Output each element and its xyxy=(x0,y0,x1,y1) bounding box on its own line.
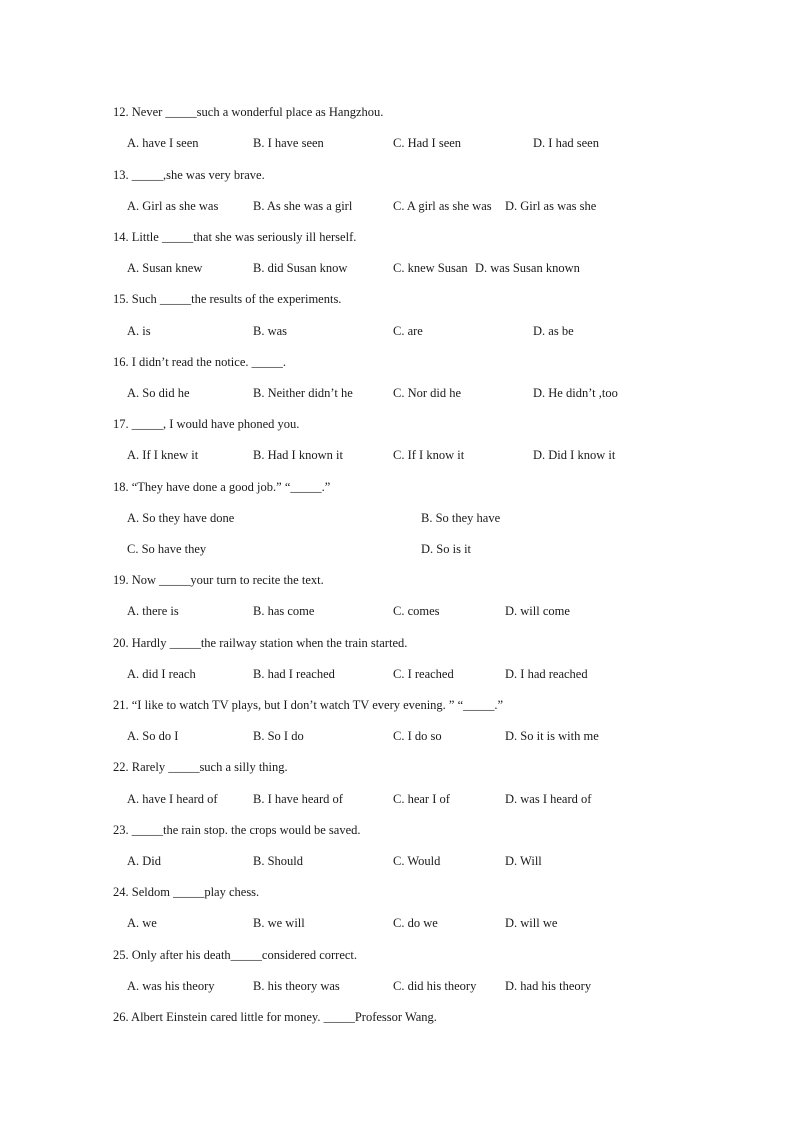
option-d: D. will we xyxy=(505,916,558,930)
options-row-18b xyxy=(127,541,747,557)
option-a: A. is xyxy=(127,324,151,338)
option-a: A. So they have done xyxy=(127,511,235,525)
option-a: A. did I reach xyxy=(127,667,196,681)
question-26: 26. Albert Einstein cared little for money. _____Professor Wang. xyxy=(113,1010,437,1024)
option-c: C. did his theory xyxy=(393,979,477,993)
options-row-16 xyxy=(127,385,747,401)
option-a: A. we xyxy=(127,916,157,930)
option-c: C. Nor did he xyxy=(393,386,462,400)
option-d: D. as be xyxy=(533,324,574,338)
option-b: B. As she was a girl xyxy=(253,199,353,213)
question-23: 23. _____the rain stop. the crops would be saved. xyxy=(113,823,361,837)
option-d: D. Did I know it xyxy=(533,448,616,462)
option-a: A. If I knew it xyxy=(127,448,199,462)
option-d: D. So is it xyxy=(421,542,472,556)
option-c: C. If I know it xyxy=(393,448,465,462)
option-a: A. So did he xyxy=(127,386,190,400)
option-c: C. knew Susan xyxy=(393,261,468,275)
option-c: C. hear I of xyxy=(393,792,450,806)
option-d: D. was I heard of xyxy=(505,792,592,806)
question-17: 17. _____, I would have phoned you. xyxy=(113,417,300,431)
option-a: A. Girl as she was xyxy=(127,199,219,213)
options-row-22 xyxy=(127,791,747,807)
option-b: B. has come xyxy=(253,604,315,618)
option-b: B. So I do xyxy=(253,729,304,743)
option-b: B. I have seen xyxy=(253,136,324,150)
option-d: D. So it is with me xyxy=(505,729,599,743)
option-c: C. A girl as she was xyxy=(393,199,492,213)
option-b: B. was xyxy=(253,324,288,338)
option-c: C. comes xyxy=(393,604,440,618)
question-13: 13. _____,she was very brave. xyxy=(113,168,265,182)
option-d: D. was Susan known xyxy=(475,261,580,275)
option-a: A. there is xyxy=(127,604,179,618)
option-b: B. did Susan know xyxy=(253,261,348,275)
question-20: 20. Hardly _____the railway station when the train started. xyxy=(113,636,408,650)
options-row-18a xyxy=(127,510,747,526)
option-a: A. have I seen xyxy=(127,136,199,150)
option-d: D. will come xyxy=(505,604,570,618)
option-c: C. Would xyxy=(393,854,441,868)
question-22: 22. Rarely _____such a silly thing. xyxy=(113,760,288,774)
option-d: D. Will xyxy=(505,854,542,868)
question-21: 21. “I like to watch TV plays, but I don’t watch TV every evening. ” “_____.” xyxy=(113,698,504,712)
options-row-21 xyxy=(127,728,747,744)
question-24: 24. Seldom _____play chess. xyxy=(113,885,260,899)
options-row-24 xyxy=(127,915,747,931)
question-15: 15. Such _____the results of the experiments. xyxy=(113,292,342,306)
option-c: C. Had I seen xyxy=(393,136,462,150)
option-b: B. Had I known it xyxy=(253,448,343,462)
option-d: D. had his theory xyxy=(505,979,592,993)
options-row-23 xyxy=(127,853,747,869)
option-c: C. So have they xyxy=(127,542,207,556)
question-12: 12. Never _____such a wonderful place as Hangzhou. xyxy=(113,105,384,119)
option-d: D. He didn’t ,too xyxy=(533,386,618,400)
options-row-14 xyxy=(127,260,747,276)
question-25: 25. Only after his death_____considered correct. xyxy=(113,948,358,962)
options-row-20 xyxy=(127,666,747,682)
option-d: D. I had seen xyxy=(533,136,599,150)
question-18: 18. “They have done a good job.” “_____.” xyxy=(113,480,331,494)
options-row-13 xyxy=(127,198,747,214)
option-b: B. Neither didn’t he xyxy=(253,386,353,400)
options-row-12 xyxy=(127,135,747,151)
options-row-25 xyxy=(127,978,747,994)
option-b: B. had I reached xyxy=(253,667,335,681)
option-d: D. Girl as was she xyxy=(505,199,597,213)
option-b: B. Should xyxy=(253,854,304,868)
option-c: C. I reached xyxy=(393,667,454,681)
option-b: B. So they have xyxy=(421,511,501,525)
question-19: 19. Now _____your turn to recite the text. xyxy=(113,573,324,587)
question-16: 16. I didn’t read the notice. _____. xyxy=(113,355,286,369)
option-a: A. Susan knew xyxy=(127,261,203,275)
option-c: C. do we xyxy=(393,916,438,930)
question-14: 14. Little _____that she was seriously ill herself. xyxy=(113,230,357,244)
option-b: B. his theory was xyxy=(253,979,340,993)
option-a: A. have I heard of xyxy=(127,792,218,806)
options-row-15 xyxy=(127,323,747,339)
option-a: A. was his theory xyxy=(127,979,215,993)
option-c: C. are xyxy=(393,324,423,338)
option-d: D. I had reached xyxy=(505,667,588,681)
option-b: B. I have heard of xyxy=(253,792,343,806)
option-c: C. I do so xyxy=(393,729,442,743)
option-a: A. So do I xyxy=(127,729,179,743)
option-a: A. Did xyxy=(127,854,162,868)
option-b: B. we will xyxy=(253,916,305,930)
options-row-19 xyxy=(127,603,747,619)
options-row-17 xyxy=(127,447,747,463)
